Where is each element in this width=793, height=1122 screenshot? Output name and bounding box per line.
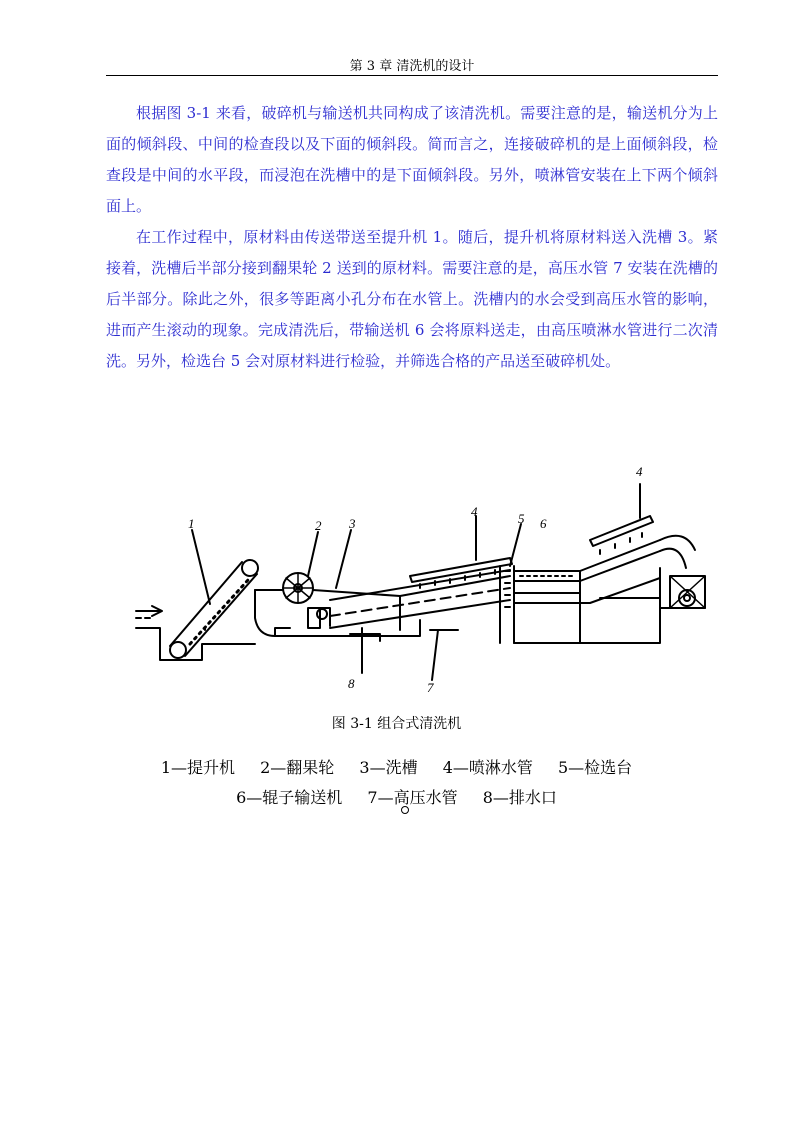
feed-arrow bbox=[136, 606, 162, 616]
header-rule bbox=[106, 75, 718, 76]
label-8: 8 bbox=[348, 676, 355, 691]
label-2: 2 bbox=[315, 518, 322, 533]
label-5: 5 bbox=[518, 511, 525, 526]
legend-item: 1—提升机 bbox=[160, 758, 236, 777]
legend-row-2 bbox=[0, 787, 793, 809]
legend-item: 3—洗槽 bbox=[359, 758, 418, 777]
legend-row-1 bbox=[0, 757, 793, 779]
label-6: 6 bbox=[540, 516, 547, 531]
label-1: 1 bbox=[188, 516, 195, 531]
flip-wheel bbox=[283, 573, 313, 603]
body-text bbox=[106, 98, 718, 377]
legend-item: 8—排水口 bbox=[482, 788, 557, 807]
legend-item: 6—辊子输送机 bbox=[236, 788, 343, 807]
washer-diagram bbox=[130, 458, 720, 710]
roller-conveyor bbox=[514, 536, 705, 643]
figure-caption: 图 3-1 组合式清洗机 bbox=[331, 716, 462, 732]
legend-item: 2—翻果轮 bbox=[260, 758, 335, 777]
paragraph-1: 根据图 3-1 来看，破碎机与输送机共同构成了该清洗机。需要注意的是，输送机分为上面的倾斜段、中间的检查段以及下面的倾斜段。简而言之，连接破碎机的是上面倾斜段，检查段是中间的水平段，而浸泡在洗槽中的是下面倾斜段。另外，喷淋管安装在上下两个倾斜面上。 bbox=[106, 104, 718, 215]
spray-pipe-right bbox=[590, 516, 653, 554]
label-3: 3 bbox=[349, 516, 356, 531]
label-4-right: 4 bbox=[636, 464, 643, 479]
anchor-mark bbox=[401, 806, 409, 814]
paragraph-2: 在工作过程中，原材料由传送带送至提升机 1。随后，提升机将原材料送入洗槽 3。紧接着，洗槽后半部分接到翻果轮 2 送到的原材料。需要注意的是，高压水管 7 安装在洗槽的后半部分。除此之外，很多等距离小孔分布在水管上。洗槽内的水会受到高压水管的影响，进而产生滚动的现象。完成清洗后，带输送机 6 会将原料送走，由高压喷淋水管进行二次清洗。另外，检选台 5 会对原材料进行检验，并筛选合格的产品送至破碎机处。 bbox=[106, 228, 718, 370]
label-4-left: 4 bbox=[471, 504, 478, 519]
legend-item: 7—高压水管 bbox=[367, 788, 458, 807]
legend-item: 4—喷淋水管 bbox=[442, 758, 533, 777]
legend-item: 5—检选台 bbox=[557, 758, 633, 777]
washing-tank bbox=[255, 570, 510, 641]
label-7: 7 bbox=[427, 680, 434, 695]
page-header: 第 3 章 清洗机的设计 bbox=[349, 59, 475, 74]
